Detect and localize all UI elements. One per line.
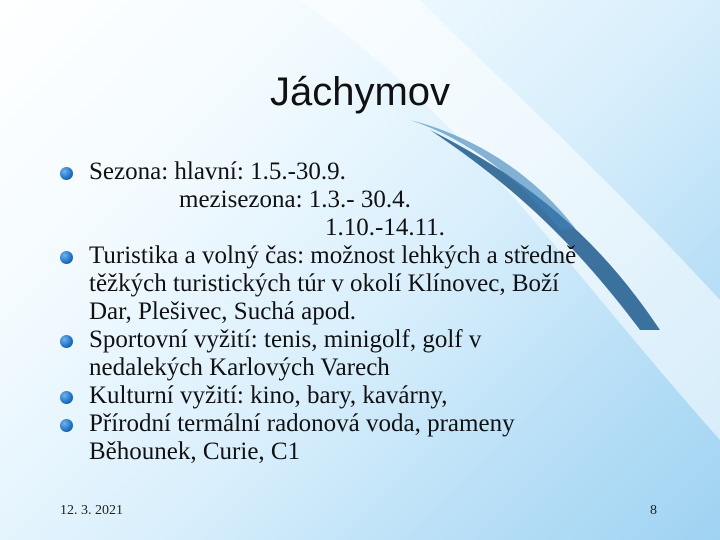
bullet-line: Kulturní vyžití: kino, bary, kavárny, [89, 382, 448, 409]
footer-date: 12. 3. 2021 [60, 503, 123, 518]
bullet-line: Sezona: hlavní: 1.5.-30.9. [89, 158, 346, 185]
bullet-line: Přírodní termální radonová voda, prameny [89, 410, 515, 437]
bullet-line: nedalekých Karlových Varech [89, 354, 390, 381]
bullet-line: mezisezona: 1.3.- 30.4. [179, 186, 411, 213]
bullet-item-tourism [60, 242, 660, 326]
bullet-dot-icon [60, 419, 73, 432]
bullet-list [60, 158, 660, 466]
bullet-line: 1.10.-14.11. [325, 214, 445, 241]
bullet-item-season [60, 158, 660, 242]
bullet-line: Běhounek, Curie, C1 [89, 438, 301, 465]
page-number: 8 [650, 503, 657, 518]
bullet-line: Dar, Plešivec, Suchá apod. [89, 298, 356, 325]
bullet-line: Sportovní vyžití: tenis, minigolf, golf v [89, 326, 482, 353]
bullet-dot-icon [60, 391, 73, 404]
bullet-line: těžkých turistických túr v okolí Klínovec, Boží [89, 270, 560, 297]
bullet-item-sports [60, 326, 660, 382]
bullet-item-culture [60, 382, 660, 410]
slide-title: Jáchymov [269, 70, 451, 114]
bullet-item-nature [60, 410, 660, 466]
bullet-dot-icon [60, 167, 73, 180]
bullet-line: Turistika a volný čas: možnost lehkých a středně [89, 242, 577, 269]
bullet-dot-icon [60, 335, 73, 348]
bullet-dot-icon [60, 251, 73, 264]
